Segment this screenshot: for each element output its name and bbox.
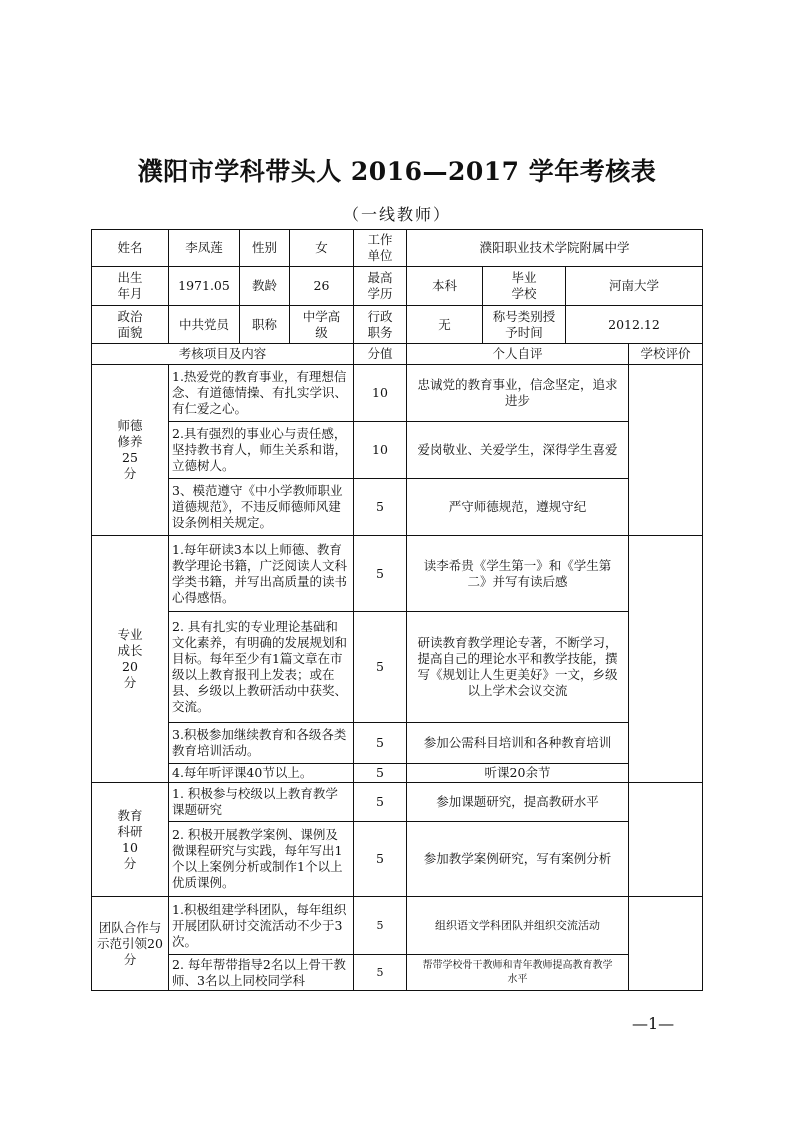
self-eval: 严守师德规范，遵规守纪	[406, 478, 629, 536]
self-eval: 参加公需科目培训和各种教育培训	[406, 722, 629, 764]
self-eval: 忠诚党的教育事业，信念坚定，追求进步	[406, 364, 629, 422]
item-content: 1.热爱党的教育事业，有理想信念、有道德情操、有扎实学识、有仁爱之心。	[168, 364, 354, 422]
education-label: 最高学历	[353, 266, 407, 306]
name-label: 姓名	[91, 229, 169, 267]
self-eval: 帮带学校骨干教师和青年教师提高教育教学水平	[406, 954, 629, 991]
self-eval: 组织语文学科团队并组织交流活动	[406, 896, 629, 955]
school-value: 河南大学	[565, 266, 703, 306]
item-score: 5	[353, 478, 407, 536]
work-unit-value: 濮阳职业技术学院附属中学	[406, 229, 703, 267]
item-score: 5	[353, 763, 407, 783]
score-header: 分值	[353, 343, 407, 365]
school-eval-cell	[628, 896, 703, 991]
item-score: 5	[353, 722, 407, 764]
page-subtitle: （一线教师）	[342, 205, 451, 224]
self-eval: 听课20余节	[406, 763, 629, 783]
admin-value: 无	[406, 305, 483, 344]
item-content: 3.积极参加继续教育和各级各类教育培训活动。	[168, 722, 354, 764]
admin-label: 行政职务	[353, 305, 407, 344]
school-eval-cell	[628, 364, 703, 536]
self-eval: 爱岗敬业、关爱学生，深得学生喜爱	[406, 421, 629, 479]
title-label: 职称	[239, 305, 290, 344]
item-score: 5	[353, 954, 407, 991]
item-score: 10	[353, 421, 407, 479]
self-eval: 参加教学案例研究，写有案例分析	[406, 821, 629, 897]
self-eval: 参加课题研究，提高教研水平	[406, 782, 629, 822]
self-eval-header: 个人自评	[406, 343, 629, 365]
item-content: 2.具有强烈的事业心与责任感，坚持教书育人，师生关系和谐，立德树人。	[168, 421, 354, 479]
category-cell: 教育科研10分	[91, 782, 169, 897]
school-eval-header: 学校评价	[628, 343, 703, 365]
title-value: 中学高级	[289, 305, 354, 344]
item-score: 10	[353, 364, 407, 422]
item-content: 2. 积极开展教学案例、课例及微课程研究与实践，每年写出1个以上案例分析或制作1个以上优质课例。	[168, 821, 354, 897]
gender-label: 性别	[239, 229, 290, 267]
item-content: 2. 每年帮带指导2名以上骨干教师、3名以上同校同学科	[168, 954, 354, 991]
birth-label: 出生年月	[91, 266, 169, 306]
item-content: 2. 具有扎实的专业理论基础和文化素养，有明确的发展规划和目标。每年至少有1篇文章在市级以上教育报刊上发表；或在县、乡级以上教研活动中获奖、交流。	[168, 611, 354, 723]
page-number: —1—	[632, 1014, 675, 1033]
gender-value: 女	[289, 229, 354, 267]
birth-value: 1971.05	[168, 266, 240, 306]
item-content: 3、模范遵守《中小学教师职业道德规范》，不违反师德师风建设条例相关规定。	[168, 478, 354, 536]
item-score: 5	[353, 535, 407, 612]
item-score: 5	[353, 896, 407, 955]
item-score: 5	[353, 782, 407, 822]
item-content: 1.积极组建学科团队，每年组织开展团队研讨交流活动不少于3次。	[168, 896, 354, 955]
item-score: 5	[353, 821, 407, 897]
honor-time-label: 称号类别授予时间	[482, 305, 566, 344]
work-unit-label: 工作单位	[353, 229, 407, 267]
school-eval-cell	[628, 782, 703, 897]
item-score: 5	[353, 611, 407, 723]
teaching-age-value: 26	[289, 266, 354, 306]
honor-time-value: 2012.12	[565, 305, 703, 344]
name-value: 李凤莲	[168, 229, 240, 267]
page-title: 濮阳市学科带头人 2016—2017 学年考核表	[137, 157, 657, 186]
political-label: 政治面貌	[91, 305, 169, 344]
self-eval: 研读教育教学理论专著，不断学习，提高自己的理论水平和教学技能，撰写《规划让人生更美好》一文，乡级以上学术会议交流	[406, 611, 629, 723]
category-cell: 师德修养25分	[91, 364, 169, 536]
item-content: 1.每年研读3本以上师德、教育教学理论书籍，广泛阅读人文科学类书籍，并写出高质量的读书心得感悟。	[168, 535, 354, 612]
teaching-age-label: 教龄	[239, 266, 290, 306]
item-content: 1. 积极参与校级以上教育教学课题研究	[168, 782, 354, 822]
education-value: 本科	[406, 266, 483, 306]
school-eval-cell	[628, 535, 703, 783]
item-content: 4.每年听评课40节以上。	[168, 763, 354, 783]
category-cell: 专业成长20分	[91, 535, 169, 783]
category-cell: 团队合作与示范引领20分	[91, 896, 169, 991]
self-eval: 读李希贵《学生第一》和《学生第二》并写有读后感	[406, 535, 629, 612]
political-value: 中共党员	[168, 305, 240, 344]
school-label: 毕业学校	[482, 266, 566, 306]
items-header: 考核项目及内容	[91, 343, 354, 365]
